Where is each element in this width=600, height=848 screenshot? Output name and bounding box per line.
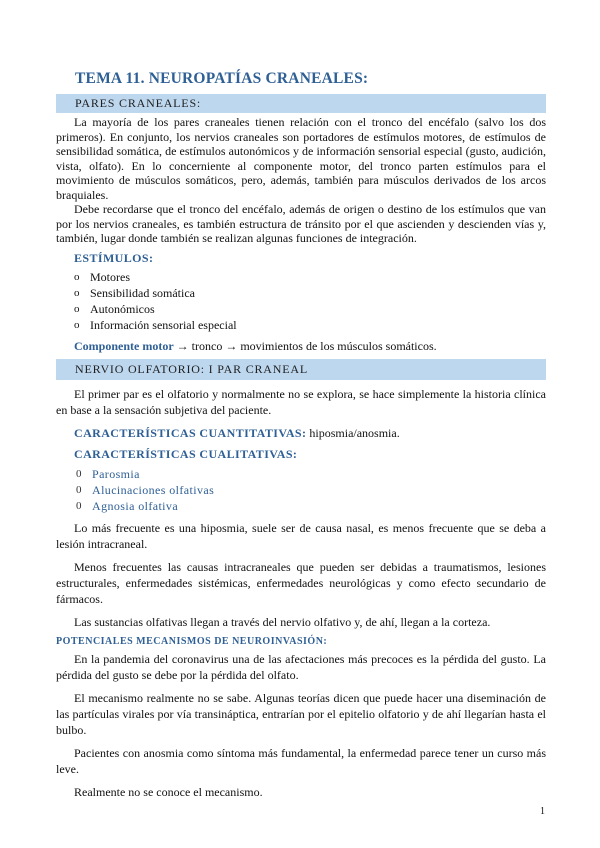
paragraph: El mecanismo realmente no se sabe. Algunas teorías dicen que puede hacer una diseminación de las partículas virales por vía transináptica, entrarían por el epitelio olfatorio y de ahí llegarían hasta el bulbo. [56,690,546,737]
pares-intro [56,115,546,246]
paragraph: Debe recordarse que el tronco del encéfalo, además de origen o destino de los estímulos que van por los nervios craneales, es también estructura de tránsito por el que ascienden y descienden vías y, también, lugar donde también se realizan algunas funciones de integración. [56,202,546,245]
paragraph: Las sustancias olfativas llegan a través del nervio olfativo y, de ahí, llegan a la corteza. [74,614,491,629]
list-item: 0 Agnosia olfativa [76,498,546,514]
section-heading-pares: PARES CRANEALES: [56,94,546,113]
paragraph: Pacientes con anosmia como síntoma más fundamental, la enfermedad parece tener un curso más leve. [56,745,546,776]
list-item: o Sensibilidad somática [74,285,546,301]
list-item: o Información sensorial especial [74,317,546,333]
componente-motor-text: → tronco → movimientos de los músculos somáticos. [173,338,437,353]
componente-motor-line [74,338,546,354]
paragraph: Menos frecuentes las causas intracraneales que pueden ser debidas a traumatismos, lesiones estructurales, enfermedades sistémicas, enfermedades neurológicas y como efecto secundario de fármacos. [56,559,546,606]
estimulos-list [74,269,546,333]
list-item: 0 Parosmia [76,466,546,482]
paragraph: Realmente no se conoce el mecanismo. [74,784,263,799]
list-item: 0 Alucinaciones olfativas [76,482,546,498]
section-heading-olfatorio: NERVIO OLFATORIO: I PAR CRANEAL [56,359,546,380]
paragraph: La mayoría de los pares craneales tienen relación con el tronco del encéfalo (salvo los dos primeros). En conjunto, los nervios craneales son portadores de estímulos motores, de estímulos de sensibilidad somática, de estímulos autonómicos y de información sensorial especial (gusto, audición, vista, olfato). En lo concerniente al componente motor, del tronco parten estímulos para el movimiento de músculos somáticos, pero, además, también para músculos derivados de los arcos braquiales. [56,115,546,202]
componente-motor-label: Componente motor [74,338,174,353]
cualitativas-list [76,466,546,514]
list-item: o Autonómicos [74,301,546,317]
paragraph: En la pandemia del coronavirus una de las afectaciones más precoces es la pérdida del gusto. La pérdida del gusto se debe por la pérdida del olfato. [56,651,546,682]
list-item: o Motores [74,269,546,285]
subheading-estimulos: ESTÍMULOS: [74,250,154,265]
cuantitativas-text: hiposmia/anosmia. [306,425,400,440]
cuantitativas-line [74,425,546,441]
page-content [56,70,546,800]
paragraph: Lo más frecuente es una hiposmia, suele ser de causa nasal, es menos frecuente que se deba a lesión intracraneal. [56,520,546,551]
subheading-cualitativas: CARACTERÍSTICAS CUALITATIVAS: [74,446,298,461]
page-number: 1 [540,806,545,817]
subheading-mecanismos: POTENCIALES MECANISMOS DE NEUROINVASIÓN: [56,635,328,647]
paragraph: El primer par es el olfatorio y normalmente no se explora, se hace simplemente la historia clínica en base a la sensación subjetiva del paciente. [56,386,546,417]
page-title: TEMA 11. NEUROPATÍAS CRANEALES: [75,70,369,87]
cuantitativas-label: CARACTERÍSTICAS CUANTITATIVAS: [74,425,307,440]
